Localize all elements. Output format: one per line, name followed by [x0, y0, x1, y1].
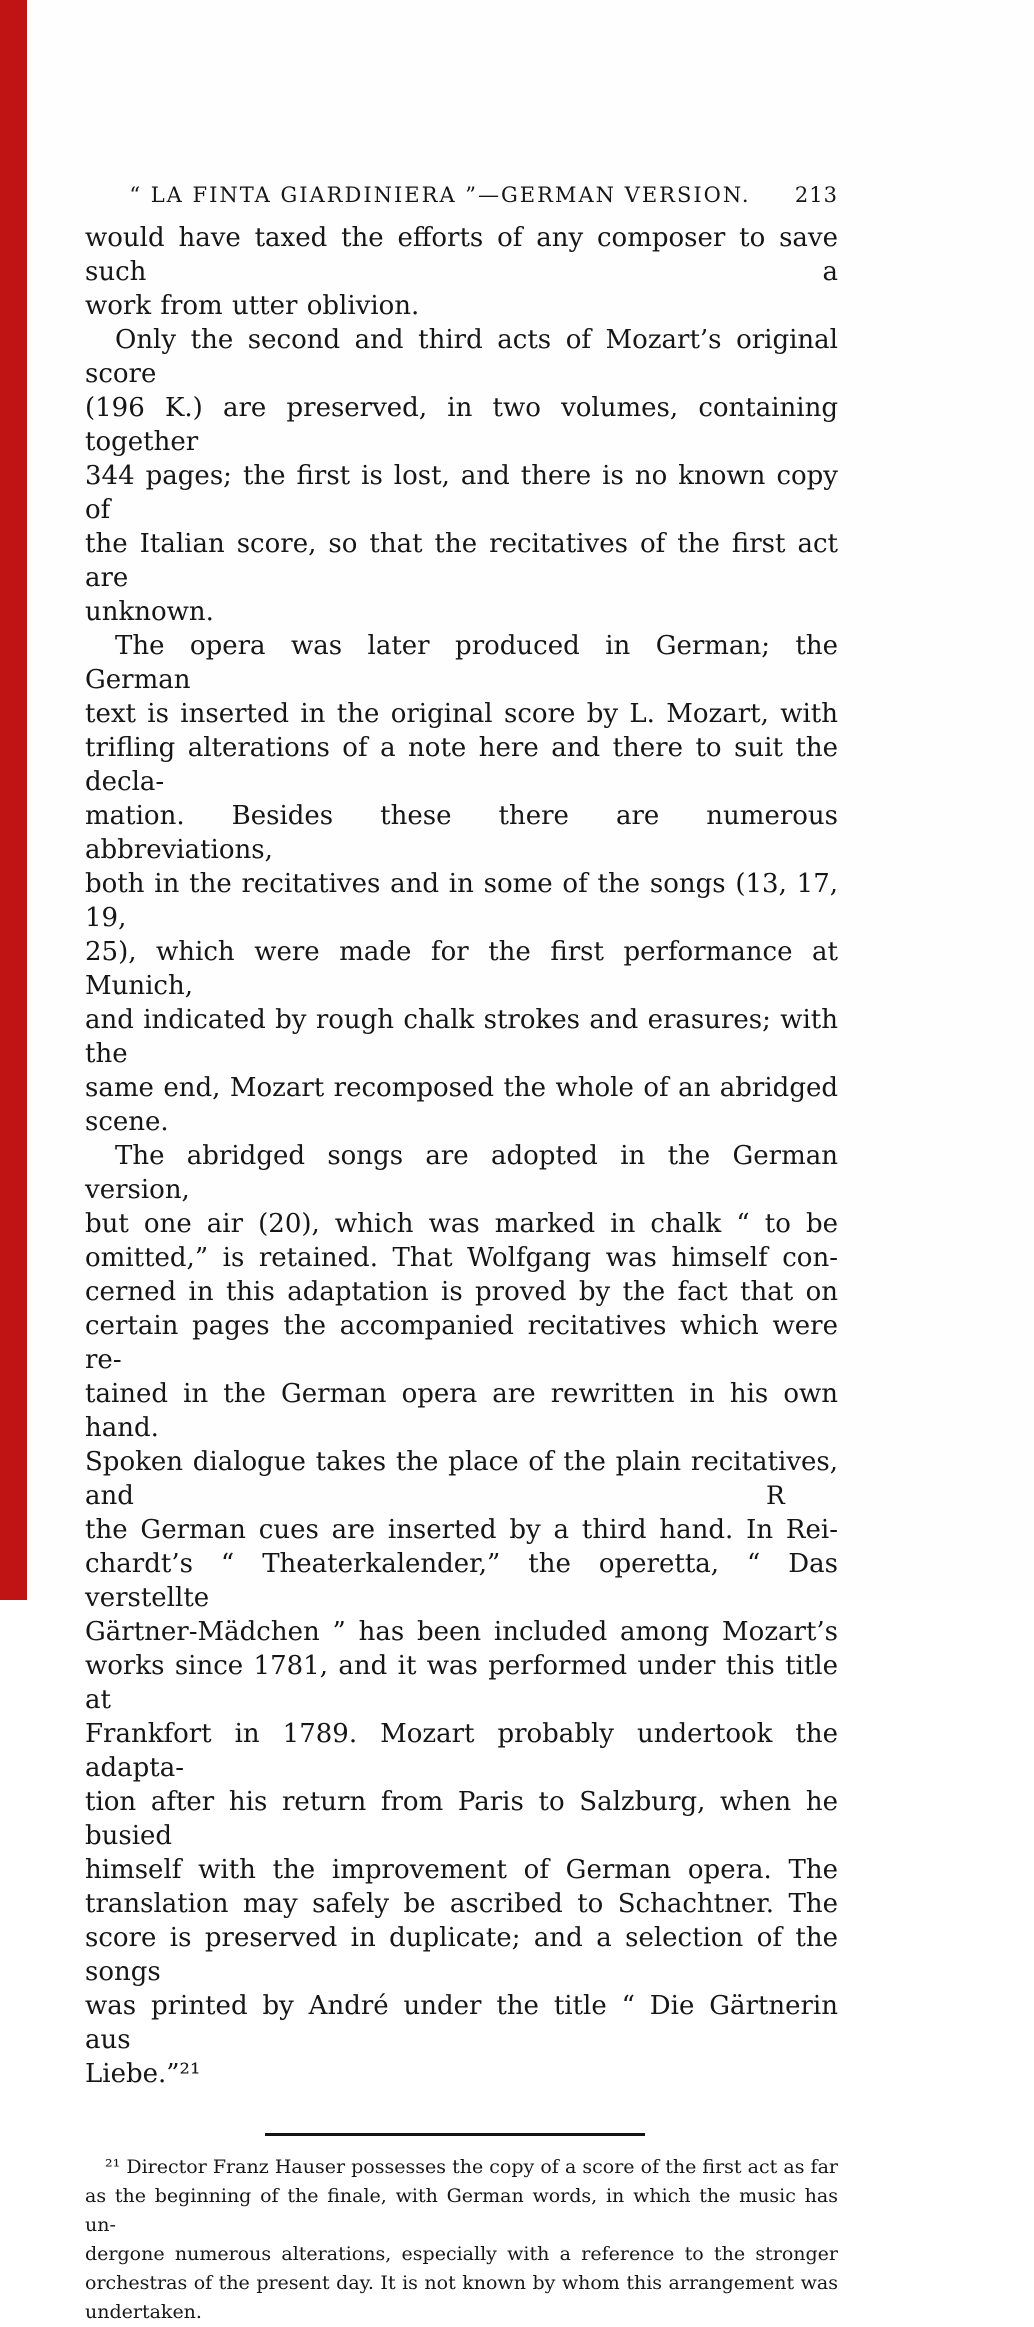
- text-line: was printed by André under the title “ Die Gärtnerin aus: [85, 1991, 838, 2055]
- text-line: Spoken dialogue takes the place of the plain recitatives, and: [85, 1447, 838, 1511]
- footnote-divider: [265, 2133, 645, 2136]
- text-line: but one air (20), which was marked in chalk “ to be: [85, 1209, 838, 1239]
- text-line: as the beginning of the finale, with German words, in which the music has un-: [85, 2185, 838, 2236]
- text-line: trifling alterations of a note here and there to suit the decla-: [85, 733, 838, 797]
- text-line: certain pages the accompanied recitatives which were re-: [85, 1311, 838, 1375]
- text-line: undertaken.: [85, 2301, 202, 2323]
- page-header: [85, 183, 838, 207]
- text-line: translation may safely be ascribed to Schachtner. The: [85, 1889, 838, 1919]
- text-line: 344 pages; the first is lost, and there is no known copy of: [85, 461, 838, 525]
- page-number: 213: [794, 183, 838, 207]
- text-line: 25), which were made for the first performance at Munich,: [85, 937, 838, 1001]
- text-line: ²¹ Director Franz Hauser possesses the copy of a score of the first act as far: [105, 2156, 838, 2178]
- text-line: dergone numerous alterations, especially with a reference to the stronger: [85, 2243, 838, 2265]
- text-line: Only the second and third acts of Mozart’s original score: [85, 325, 838, 389]
- footnote: [85, 2153, 838, 2327]
- text-line: text is inserted in the original score by L. Mozart, with: [85, 699, 838, 729]
- text-line: scene.: [85, 1107, 169, 1137]
- text-line: the Italian score, so that the recitatives of the first act are: [85, 529, 838, 593]
- text-line: The opera was later produced in German; the German: [85, 631, 838, 695]
- running-title: “ LA FINTA GIARDINIERA ”—GERMAN VERSION.: [129, 183, 751, 207]
- paragraph: [85, 629, 838, 1139]
- text-line: cerned in this adaptation is proved by the fact that on: [85, 1277, 838, 1307]
- text-line: and indicated by rough chalk strokes and erasures; with the: [85, 1005, 838, 1069]
- text-line: would have taxed the efforts of any composer to save such a: [85, 223, 838, 287]
- text-line: Gärtner-Mädchen ” has been included among Mozart’s: [85, 1617, 838, 1647]
- text-line: mation. Besides these there are numerous abbreviations,: [85, 801, 838, 865]
- text-line: the German cues are inserted by a third hand. In Rei-: [85, 1515, 838, 1545]
- text-line: The abridged songs are adopted in the German version,: [85, 1141, 838, 1205]
- text-line: same end, Mozart recomposed the whole of an abridged: [85, 1073, 838, 1103]
- text-line: works since 1781, and it was performed under this title at: [85, 1651, 838, 1715]
- text-line: unknown.: [85, 597, 214, 627]
- text-line: omitted,” is retained. That Wolfgang was himself con-: [85, 1243, 838, 1273]
- scan-edge-stripe: [0, 0, 27, 1600]
- paragraph: [85, 221, 838, 323]
- text-line: chardt’s “ Theaterkalender,” the operetta, “ Das verstellte: [85, 1549, 838, 1613]
- text-line: tion after his return from Paris to Salzburg, when he busied: [85, 1787, 838, 1851]
- paragraph: [85, 1139, 838, 2091]
- text-line: score is preserved in duplicate; and a selection of the songs: [85, 1923, 838, 1987]
- text-line: work from utter oblivion.: [85, 291, 420, 321]
- text-line: tained in the German opera are rewritten in his own hand.: [85, 1379, 838, 1443]
- text-line: Frankfort in 1789. Mozart probably undertook the adapta-: [85, 1719, 838, 1783]
- printer-signature-mark: R: [766, 1481, 785, 1510]
- text-line: himself with the improvement of German opera. The: [85, 1855, 838, 1885]
- text-line: orchestras of the present day. It is not known by whom this arrangement was: [85, 2272, 838, 2294]
- paragraph: [85, 323, 838, 629]
- text-line: (196 K.) are preserved, in two volumes, containing together: [85, 393, 838, 457]
- text-line: both in the recitatives and in some of the songs (13, 17, 19,: [85, 869, 838, 933]
- text-column: [85, 183, 838, 2327]
- text-line: Liebe.”²¹: [85, 2059, 201, 2089]
